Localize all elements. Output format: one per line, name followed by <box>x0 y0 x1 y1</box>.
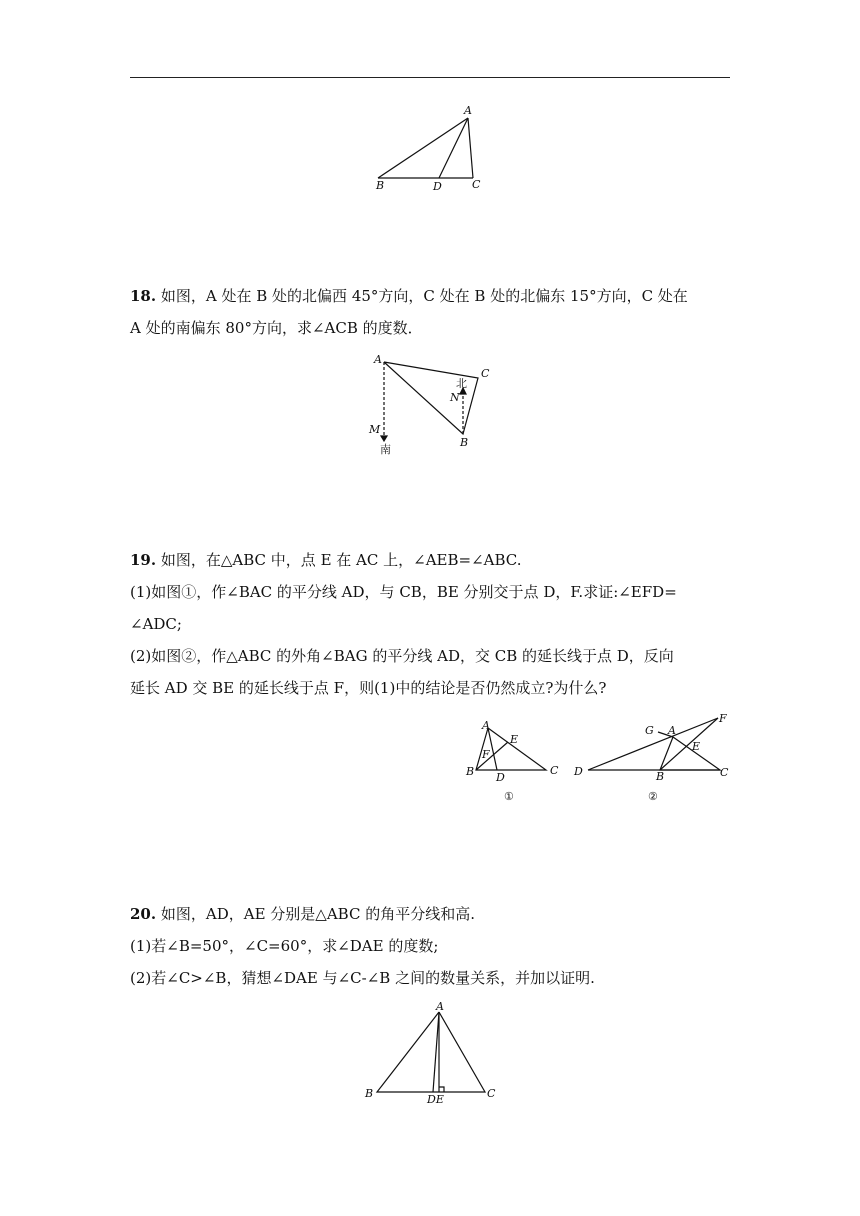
label-N: N <box>450 391 460 404</box>
label-M: M <box>369 423 381 436</box>
question-text: 延长 AD 交 BE 的延长线于点 F，则(1)中的结论是否仍然成立?为什么? <box>130 679 607 697</box>
figure-19-2 <box>570 710 740 810</box>
label-B: B <box>460 436 469 449</box>
label-C: C <box>481 367 490 380</box>
label-north: 北 <box>456 377 467 390</box>
question-text: (1)如图①，作∠BAC 的平分线 AD，与 CB，BE 分别交于点 D，F.求证:∠EFD= <box>130 583 677 601</box>
figure-caption: ② <box>648 790 658 803</box>
label-B: B <box>656 770 665 783</box>
label-A: A <box>668 724 676 737</box>
label-E: E <box>510 733 519 746</box>
label-A: A <box>482 719 490 732</box>
label-D: D <box>433 180 442 193</box>
question-text: A 处的南偏东 80°方向，求∠ACB 的度数． <box>130 319 423 337</box>
question-text: (2)若∠C>∠B，猜想∠DAE 与∠C-∠B 之间的数量关系，并加以证明. <box>130 969 595 987</box>
label-B: B <box>365 1087 374 1100</box>
question-number: 19. <box>130 551 157 569</box>
question-number: 18. <box>130 287 157 305</box>
label-D: D <box>574 765 583 778</box>
label-A: A <box>374 353 382 366</box>
question-number: 20. <box>130 905 157 923</box>
label-F: F <box>719 712 727 725</box>
figure-19-1 <box>460 718 570 808</box>
label-B: B <box>376 179 385 192</box>
label-C: C <box>487 1087 496 1100</box>
question-text: 如图，AD，AE 分别是△ABC 的角平分线和高. <box>160 905 475 923</box>
header-rule <box>130 77 730 78</box>
question-text: 如图，A 处在 B 处的北偏西 45°方向，C 处在 B 处的北偏东 15°方向，C 处在 <box>160 287 688 305</box>
label-A: A <box>436 1000 444 1013</box>
label-B: B <box>466 765 475 778</box>
label-C: C <box>720 766 729 779</box>
label-F: F <box>482 748 490 761</box>
label-south: 南 <box>380 443 391 456</box>
question-text: (2)如图②，作△ABC 的外角∠BAG 的平分线 AD，交 CB 的延长线于点 D，反向 <box>130 647 674 665</box>
question-text: ∠ADC; <box>130 615 182 633</box>
question-text: 如图，在△ABC 中，点 E 在 AC 上，∠AEB=∠ABC. <box>160 551 522 569</box>
label-A: A <box>464 104 472 117</box>
figure-17 <box>360 100 500 200</box>
question-text: (1)若∠B=50°，∠C=60°，求∠DAE 的度数; <box>130 937 439 955</box>
question-18 <box>130 280 730 344</box>
figure-caption: ① <box>504 790 514 803</box>
label-DE: DE <box>427 1093 444 1106</box>
label-C: C <box>472 178 481 191</box>
label-D: D <box>496 771 505 784</box>
question-20 <box>130 898 730 994</box>
label-E: E <box>692 740 701 753</box>
label-C: C <box>550 764 559 777</box>
label-G: G <box>645 724 654 737</box>
figure-18 <box>360 350 500 460</box>
figure-20 <box>355 1000 505 1110</box>
question-19 <box>130 544 730 704</box>
